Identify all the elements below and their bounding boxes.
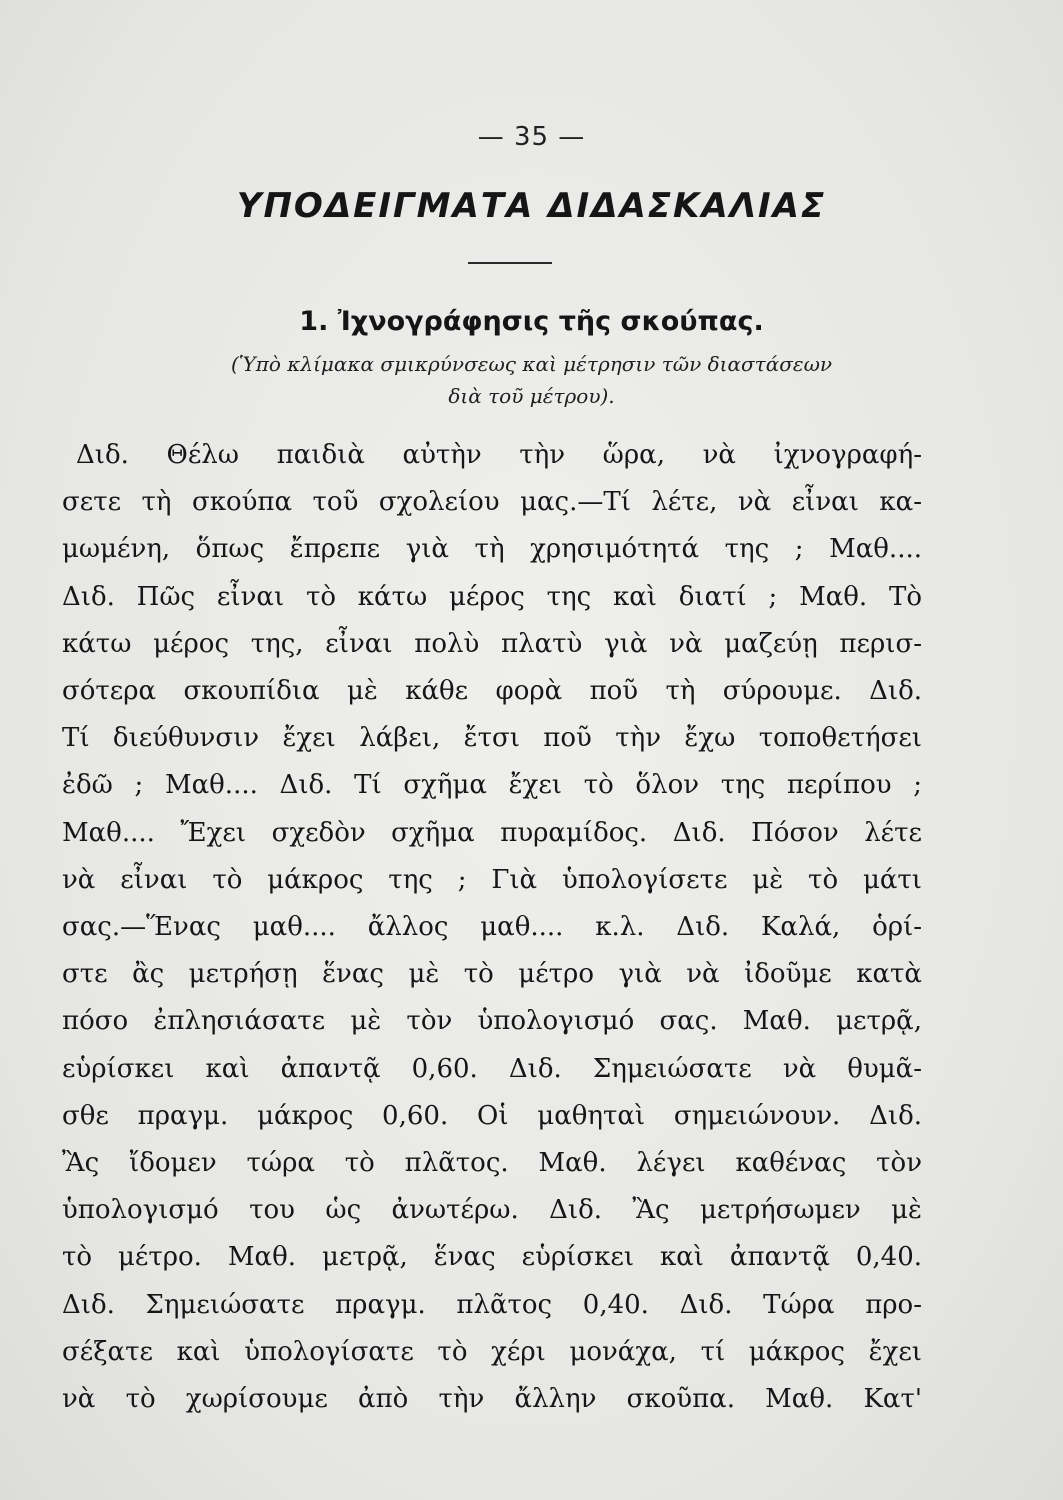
body-line: εὑρίσκει καὶ ἀπαντᾷ 0,60. Διδ. Σημειώσατε νὰ θυμᾶ- xyxy=(62,1053,922,1084)
section-subtitle xyxy=(0,348,1063,412)
body-line: κάτω μέρος της, εἶναι πολὺ πλατὺ γιὰ νὰ μαζεύῃ περισ- xyxy=(62,628,922,659)
body-line: Διδ. Θέλω παιδιὰ αὐτὴν τὴν ὥρα, νὰ ἰχνογραφή- xyxy=(76,440,922,470)
body-line: Ἂς ἴδομεν τώρα τὸ πλᾶτος. Μαθ. λέγει καθένας τὸν xyxy=(62,1148,922,1179)
title-divider xyxy=(468,262,552,264)
body-line: Μαθ.... Ἔχει σχεδὸν σχῆμα πυραμίδος. Διδ. Πόσον λέτε xyxy=(62,817,922,848)
body-line: σέξατε καὶ ὑπολογίσατε τὸ χέρι μονάχα, τί μάκρος ἔχει xyxy=(62,1336,922,1367)
body-line: σθε πραγμ. μάκρος 0,60. Οἱ μαθηταὶ σημειώνουν. Διδ. xyxy=(62,1100,922,1131)
body-line: ὑπολογισμό του ὡς ἀνωτέρω. Διδ. Ἂς μετρήσωμεν μὲ xyxy=(62,1195,922,1226)
body-line: σετε τὴ σκούπα τοῦ σχολείου μας.—Τί λέτε, νὰ εἶναι κα- xyxy=(62,487,922,518)
body-line: σας.—Ἕνας μαθ.... ἄλλος μαθ.... κ.λ. Διδ. Καλά, ὁρί- xyxy=(62,912,922,943)
body-paragraph xyxy=(62,432,922,1423)
page-number: — 35 — xyxy=(477,122,586,152)
body-line: στε ἂς μετρήσῃ ἕνας μὲ τὸ μέτρο γιὰ νὰ ἰδοῦμε κατὰ xyxy=(62,959,922,990)
body-line: τὸ μέτρο. Μαθ. μετρᾷ, ἕνας εὑρίσκει καὶ ἀπαντᾷ 0,40. xyxy=(62,1242,922,1273)
body-line: πόσο ἐπλησιάσατε μὲ τὸν ὑπολογισμό σας. Μαθ. μετρᾷ, xyxy=(62,1006,922,1037)
subtitle-line: διὰ τοῦ μέτρου). xyxy=(448,384,615,408)
body-line: ἐδῶ ; Μαθ.... Διδ. Τί σχῆμα ἔχει τὸ ὅλον της περίπου ; xyxy=(62,770,922,801)
body-line: Διδ. Πῶς εἶναι τὸ κάτω μέρος της καὶ διατί ; Μαθ. Τὸ xyxy=(62,581,922,612)
section-heading: 1. Ἰχνογράφησις τῆς σκούπας. xyxy=(299,306,764,337)
body-line: νὰ τὸ χωρίσουμε ἀπὸ τὴν ἄλλην σκοῦπα. Μαθ. Κατ' xyxy=(62,1384,922,1415)
body-line: μωμένη, ὅπως ἔπρεπε γιὰ τὴ χρησιμότητά της ; Μαθ.... xyxy=(62,534,922,565)
body-line: σότερα σκουπίδια μὲ κάθε φορὰ ποῦ τὴ σύρουμε. Διδ. xyxy=(62,676,922,707)
body-line: Τί διεύθυνσιν ἔχει λάβει, ἔτσι ποῦ τὴν ἔχω τοποθετήσει xyxy=(62,723,922,754)
body-line: νὰ εἶναι τὸ μάκρος της ; Γιὰ ὑπολογίσετε μὲ τὸ μάτι xyxy=(62,864,922,895)
subtitle-line: (Ὑπὸ κλίμακα σμικρύνσεως καὶ μέτρησιν τῶν διαστάσεων xyxy=(230,352,833,376)
body-line: Διδ. Σημειώσατε πραγμ. πλᾶτος 0,40. Διδ. Τώρα προ- xyxy=(62,1289,922,1320)
page-title: ΥΠΟΔΕΙΓΜΑΤΑ ΔΙΔΑΣΚΑΛΙΑΣ xyxy=(236,186,827,226)
